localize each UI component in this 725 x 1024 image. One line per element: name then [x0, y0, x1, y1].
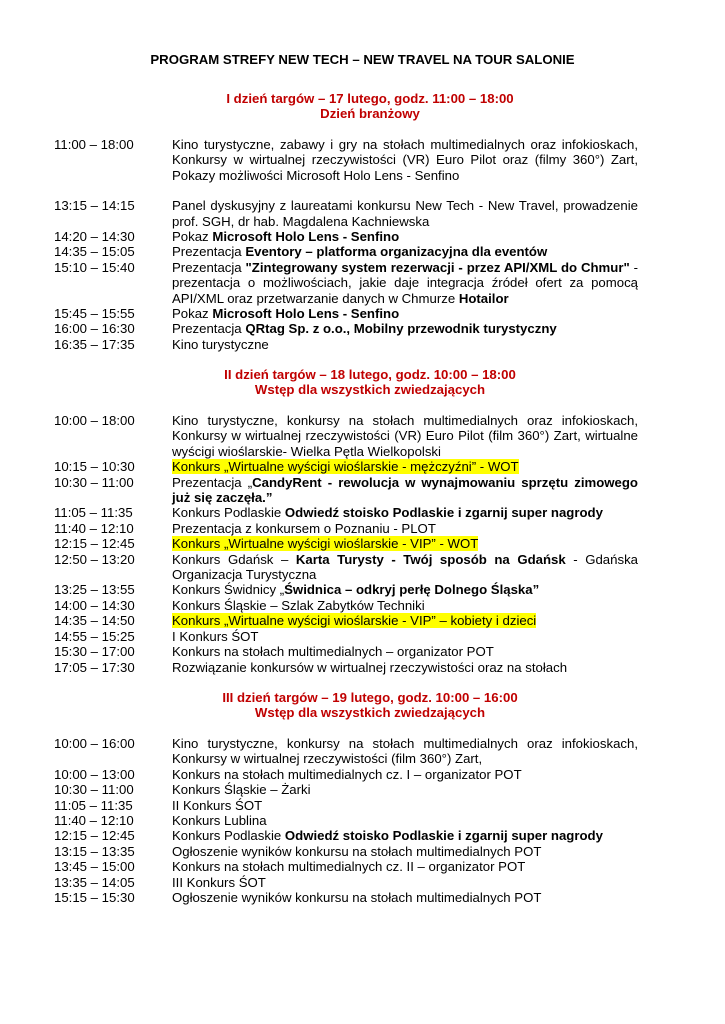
schedule-description: [172, 260, 638, 306]
description-text: Konkurs na stołach multimedialnych cz. II – organizator POT: [172, 859, 526, 875]
description-text: Ogłoszenie wyników konkursu na stołach multimedialnych POT: [172, 843, 542, 859]
day-2-date: II dzień targów – 18 lutego, godz. 10:00 – 18:00: [224, 367, 516, 382]
schedule-description: [172, 598, 638, 613]
schedule-row: [0, 505, 725, 520]
schedule-row: [0, 844, 725, 859]
schedule-description: [172, 875, 638, 890]
description-text: Rozwiązanie konkursów w wirtualnej rzeczywistości oraz na stołach: [172, 659, 568, 675]
description-text: Prezentacja: [172, 321, 246, 337]
schedule-row: [0, 613, 725, 628]
schedule-description: [172, 660, 638, 675]
description-text: Ogłoszenie wyników konkursu na stołach multimedialnych POT: [172, 890, 542, 906]
schedule-description: [172, 890, 638, 905]
schedule-row: [0, 828, 725, 843]
description-text: Prezentacja „: [172, 474, 253, 490]
schedule-description: [172, 337, 638, 352]
schedule-row: [0, 782, 725, 797]
schedule-time: 14:00 – 14:30: [54, 597, 135, 613]
schedule-row: [0, 629, 725, 644]
description-text: II Konkurs ŚOT: [172, 797, 263, 813]
bold-text: QRtag Sp. z o.o., Mobilny przewodnik turystyczny: [245, 321, 557, 337]
description-text: Konkurs Gdańsk –: [172, 551, 296, 567]
schedule-row: [0, 767, 725, 782]
schedule-row: [0, 552, 725, 583]
day-2-subheading: Wstęp dla wszystkich zwiedzających: [254, 382, 486, 398]
description-text: Konkurs na stołach multimedialnych – organizator POT: [172, 644, 494, 660]
schedule-description: [172, 828, 638, 843]
schedule-time: 14:35 – 14:50: [54, 613, 135, 629]
description-text: Pokaz: [172, 306, 213, 322]
document-title: PROGRAM STREFY NEW TECH – NEW TRAVEL NA TOUR SALONIE: [150, 52, 575, 67]
schedule-time: 14:35 – 15:05: [54, 244, 135, 260]
bold-text: Karta Turysty - Twój sposób na Gdańsk: [295, 551, 566, 567]
day-1-subheading: Dzień branżowy: [320, 106, 420, 122]
day-3-date: III dzień targów – 19 lutego, godz. 10:00 – 16:00: [222, 690, 518, 705]
schedule-time: 15:45 – 15:55: [54, 306, 135, 322]
schedule-time: 13:15 – 14:15: [54, 198, 135, 214]
bold-text: Świdnica – odkryj perłę Dolnego Śląska”: [284, 582, 540, 598]
schedule-time: 13:25 – 13:55: [54, 582, 135, 598]
schedule-description: [172, 813, 638, 828]
day-1-schedule: [0, 137, 725, 352]
bold-text: Odwiedź stoisko Podlaskie i zgarnij super nagrody: [284, 505, 603, 521]
schedule-description: [172, 321, 638, 336]
schedule-time: 10:00 – 16:00: [54, 736, 135, 751]
schedule-description: [172, 629, 638, 644]
schedule-description: [172, 782, 638, 797]
schedule-description: [172, 413, 638, 459]
description-text: Pokaz: [172, 229, 213, 245]
schedule-time: 11:40 – 12:10: [54, 520, 134, 536]
schedule-time: 16:00 – 16:30: [54, 321, 135, 337]
schedule-time: 15:30 – 17:00: [54, 644, 135, 660]
schedule-row: [0, 521, 725, 536]
schedule-time: 10:00 – 13:00: [54, 766, 135, 782]
day-3-subheading: Wstęp dla wszystkich zwiedzających: [254, 705, 486, 721]
schedule-time: 14:20 – 14:30: [54, 229, 135, 245]
schedule-description: [172, 736, 638, 767]
schedule-time: 11:00 – 18:00: [54, 137, 134, 152]
day-1-heading: [150, 91, 590, 122]
schedule-row: [0, 260, 725, 306]
description-text: I Konkurs ŚOT: [172, 628, 259, 644]
schedule-row: [0, 198, 725, 229]
highlighted-text: Konkurs „Wirtualne wyścigi wioślarskie - VIP” - WOT: [172, 536, 479, 552]
schedule-time: 10:15 – 10:30: [54, 459, 135, 475]
schedule-row: [0, 875, 725, 890]
schedule-row: [0, 890, 725, 905]
description-text: Konkurs na stołach multimedialnych cz. I – organizator POT: [172, 766, 522, 782]
schedule-row: [0, 813, 725, 828]
schedule-row: [0, 137, 725, 183]
schedule-time: 17:05 – 17:30: [54, 659, 135, 675]
schedule-description: [172, 582, 638, 597]
schedule-description: [172, 306, 638, 321]
schedule-row: [0, 413, 725, 459]
schedule-description: [172, 644, 638, 659]
schedule-time: 12:15 – 12:45: [54, 536, 135, 552]
schedule-description: [172, 244, 638, 259]
description-text: Konkurs Podlaskie: [172, 828, 285, 844]
description-text: Kino turystyczne, konkursy na stołach multimedialnych oraz infokioskach, Konkursy w wirtualnej rzeczywistości (VR) Euro Pilot (film 360°) Zart, wirtualne wyścigi wioślarskie- Wielka Pętla Wielkopolski: [172, 413, 638, 459]
schedule-description: [172, 798, 638, 813]
description-text: Konkurs Podlaskie: [172, 505, 285, 521]
bold-text: Eventory – platforma organizacyjna dla eventów: [245, 244, 548, 260]
schedule-time: 11:05 – 11:35: [54, 797, 133, 813]
schedule-row: [0, 736, 725, 767]
bold-text: Microsoft Holo Lens - Senfino: [212, 306, 400, 322]
description-text: Konkurs Lublina: [172, 813, 267, 829]
schedule-description: [172, 505, 638, 520]
schedule-time: 11:05 – 11:35: [54, 505, 133, 521]
day-1-date: I dzień targów – 17 lutego, godz. 11:00 – 18:00: [226, 91, 514, 106]
description-text: - Gdańska Organizacja Turystyczna: [172, 551, 639, 583]
description-text: Prezentacja z konkursem o Poznaniu - PLOT: [172, 520, 436, 536]
description-text: Kino turystyczne, konkursy na stołach multimedialnych oraz infokioskach, Konkursy w wirtualnej rzeczywistości (film 360°) Zart,: [172, 736, 638, 767]
schedule-time: 12:15 – 12:45: [54, 828, 135, 844]
bold-text: "Zintegrowany system rezerwacji - przez API/XML do Chmur": [245, 259, 630, 275]
day-3-schedule: [0, 736, 725, 905]
schedule-description: [172, 198, 638, 229]
schedule-row: [0, 337, 725, 352]
highlighted-text: Konkurs „Wirtualne wyścigi wioślarskie - VIP” – kobiety i dzieci: [172, 613, 537, 629]
schedule-time: 13:35 – 14:05: [54, 874, 135, 890]
schedule-row: [0, 321, 725, 336]
schedule-description: [172, 844, 638, 859]
schedule-row: [0, 582, 725, 597]
schedule-row: [0, 306, 725, 321]
description-text: Konkurs Świdnicy „: [172, 582, 285, 598]
bold-text: Hotailor: [458, 290, 509, 306]
schedule-row: [0, 536, 725, 551]
schedule-time: 14:55 – 15:25: [54, 628, 135, 644]
day-3-heading: [150, 690, 590, 721]
description-text: Kino turystyczne: [172, 336, 269, 352]
description-text: Prezentacja: [172, 259, 246, 275]
day-2-heading: [150, 367, 590, 398]
schedule-description: [172, 521, 638, 536]
schedule-time: 10:30 – 11:00: [54, 474, 134, 490]
highlighted-text: Konkurs „Wirtualne wyścigi wioślarskie - mężczyźni” - WOT: [172, 459, 519, 475]
schedule-row: [0, 244, 725, 259]
schedule-time: 12:50 – 13:20: [54, 551, 135, 567]
description-text: Konkurs Śląskie – Żarki: [172, 782, 311, 798]
schedule-description: [172, 229, 638, 244]
schedule-description: [172, 613, 638, 628]
bold-text: Odwiedź stoisko Podlaskie i zgarnij super nagrody: [284, 828, 603, 844]
schedule-description: [172, 137, 638, 183]
schedule-description: [172, 459, 638, 474]
schedule-time: 15:15 – 15:30: [54, 890, 135, 906]
bold-text: CandyRent - rewolucja w wynajmowaniu sprzętu zimowego już się zaczęła.”: [172, 474, 638, 506]
description-text: Prezentacja: [172, 244, 246, 260]
schedule-row: [0, 859, 725, 874]
schedule-time: 15:10 – 15:40: [54, 259, 135, 275]
schedule-description: [172, 475, 638, 506]
schedule-time: 13:15 – 13:35: [54, 843, 135, 859]
description-text: Panel dyskusyjny z laureatami konkursu New Tech - New Travel, prowadzenie prof. SGH, dr hab. Magdalena Kachniewska: [172, 198, 638, 229]
spacer: [0, 183, 725, 198]
schedule-time: 10:00 – 18:00: [54, 413, 135, 428]
description-text: III Konkurs ŚOT: [172, 874, 266, 890]
schedule-row: [0, 598, 725, 613]
description-text: Konkurs Śląskie – Szlak Zabytków Techniki: [172, 597, 425, 613]
bold-text: Microsoft Holo Lens - Senfino: [212, 229, 400, 245]
schedule-description: [172, 767, 638, 782]
description-text: Kino turystyczne, zabawy i gry na stołach multimedialnych oraz infokioskach, Konkursy w wirtualnej rzeczywistości (VR) Euro Pilot oraz (filmy 360°) Zart, Pokazy możliwości Microsoft Holo Lens - Senfino: [172, 137, 638, 183]
schedule-row: [0, 229, 725, 244]
schedule-row: [0, 475, 725, 506]
schedule-time: 10:30 – 11:00: [54, 782, 134, 798]
schedule-time: 16:35 – 17:35: [54, 336, 135, 352]
schedule-description: [172, 859, 638, 874]
schedule-description: [172, 536, 638, 551]
schedule-time: 13:45 – 15:00: [54, 859, 135, 875]
day-2-schedule: [0, 413, 725, 675]
schedule-row: [0, 644, 725, 659]
schedule-row: [0, 459, 725, 474]
description-text: - prezentacja o możliwościach, jakie daje integracja źródeł ofert za pomocą API/XML oraz przetwarzanie danych w Chmurze: [172, 259, 639, 306]
schedule-description: [172, 552, 638, 583]
schedule-time: 11:40 – 12:10: [54, 813, 134, 829]
schedule-row: [0, 660, 725, 675]
schedule-row: [0, 798, 725, 813]
